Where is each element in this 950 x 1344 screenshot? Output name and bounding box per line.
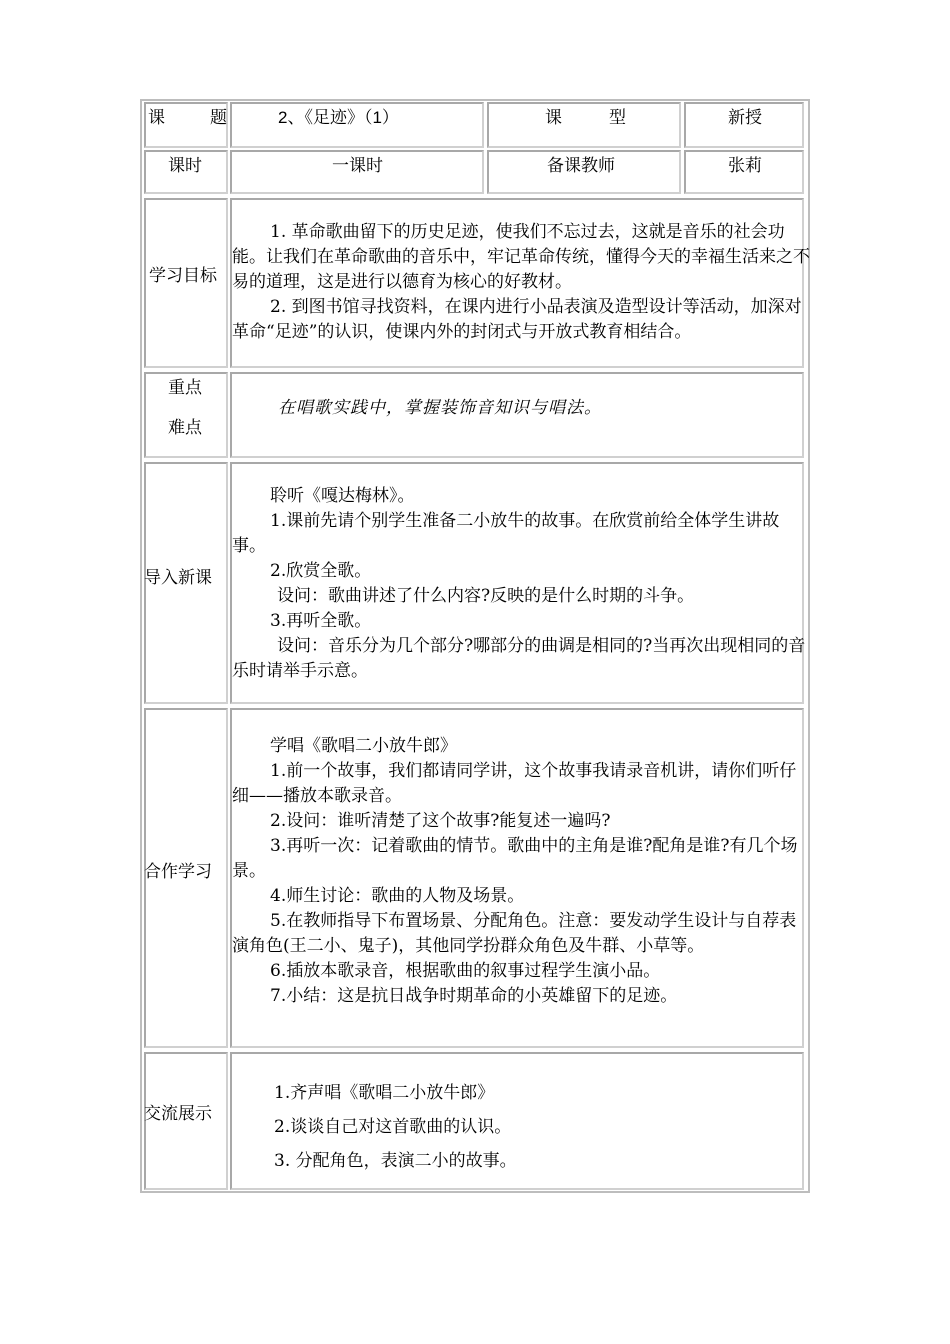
goals-label-cell bbox=[144, 198, 228, 368]
exchange-line: 2.谈谈自己对这首歌曲的认识。 bbox=[274, 1117, 512, 1137]
cooperate-content-cell bbox=[230, 708, 804, 1048]
keypoints-label-a: 重点 bbox=[168, 378, 202, 398]
cooperate-line: 6.插放本歌录音，根据歌曲的叙事过程学生演小品。 bbox=[270, 961, 661, 981]
intro-text bbox=[232, 484, 812, 684]
intro-line: 2.欣赏全歌。 bbox=[270, 561, 372, 581]
cooperate-line: 7.小结：这是抗日战争时期革命的小英雄留下的足迹。 bbox=[270, 986, 678, 1006]
cooperate-line: 4.师生讨论：歌曲的人物及场景。 bbox=[270, 886, 525, 906]
exchange-label: 交流展示 bbox=[144, 1104, 212, 1124]
cooperate-label-cell bbox=[144, 708, 228, 1048]
intro-line: 3.再听全歌。 bbox=[270, 611, 372, 631]
topic-label-b: 题 bbox=[210, 108, 227, 128]
period-value-cell bbox=[230, 150, 484, 194]
keypoints-label-cell bbox=[144, 372, 228, 458]
period-value: 一课时 bbox=[332, 156, 383, 176]
intro-line: 设问：歌曲讲述了什么内容?反映的是什么时期的斗争。 bbox=[277, 586, 695, 606]
cooperate-line: 2.设问：谁听清楚了这个故事?能复述一遍吗? bbox=[270, 811, 611, 831]
type-label-a: 课 bbox=[545, 108, 562, 128]
type-value: 新授 bbox=[728, 108, 762, 128]
exchange-label-cell bbox=[144, 1052, 228, 1190]
teacher-value-cell bbox=[684, 150, 804, 194]
topic-value-cell bbox=[230, 102, 484, 148]
goal-item: 1. 革命歌曲留下的历史足迹，使我们不忘过去，这就是音乐的社会功能。让我们在革命歌曲的音乐中，牢记革命传统，懂得今天的幸福生活来之不易的道理，这是进行以德育为核心的好教材。 bbox=[232, 222, 810, 292]
keypoints-text: 在唱歌实践中，掌握装饰音知识与唱法。 bbox=[278, 398, 602, 418]
intro-line: 设问：音乐分为几个部分?哪部分的曲调是相同的?当再次出现相同的音乐时请举手示意。 bbox=[232, 636, 806, 681]
cooperate-line: 1.前一个故事，我们都请同学讲，这个故事我请录音机讲，请你们听仔细——播放本歌录音。 bbox=[232, 761, 797, 806]
intro-label: 导入新课 bbox=[144, 568, 212, 588]
exchange-line: 1.齐声唱《歌唱二小放牛郎》 bbox=[274, 1083, 495, 1103]
cooperate-line: 学唱《歌唱二小放牛郎》 bbox=[270, 736, 457, 756]
intro-content-cell bbox=[230, 462, 804, 704]
period-label-cell bbox=[144, 150, 228, 194]
topic-label-cell bbox=[144, 102, 228, 148]
goals-content-cell bbox=[230, 198, 810, 368]
goal-item: 2. 到图书馆寻找资料，在课内进行小品表演及造型设计等活动，加深对革命“足迹”的认识，使课内外的封闭式与开放式教育相结合。 bbox=[232, 297, 802, 342]
cooperate-text bbox=[232, 734, 812, 1009]
exchange-line: 3. 分配角色，表演二小的故事。 bbox=[274, 1151, 517, 1171]
keypoints-content-cell bbox=[230, 372, 804, 458]
teacher-label: 备课教师 bbox=[547, 156, 615, 176]
exchange-content-cell bbox=[230, 1052, 804, 1190]
cooperate-line: 3.再听一次：记着歌曲的情节。歌曲中的主角是谁?配角是谁?有几个场景。 bbox=[232, 836, 798, 881]
teacher-label-cell bbox=[487, 150, 681, 194]
cooperate-label: 合作学习 bbox=[144, 862, 212, 882]
period-label: 课时 bbox=[168, 156, 202, 176]
cooperate-line: 5.在教师指导下布置场景、分配角色。注意：要发动学生设计与自荐表演角色(王二小、鬼子)，其他同学扮群众角色及牛群、小草等。 bbox=[232, 911, 797, 956]
topic-label-a: 课 bbox=[148, 108, 165, 128]
intro-line: 1.课前先请个别学生准备二小放牛的故事。在欣赏前给全体学生讲故事。 bbox=[232, 511, 780, 556]
exchange-text bbox=[274, 1076, 794, 1178]
teacher-value: 张莉 bbox=[728, 156, 762, 176]
goals-text bbox=[232, 220, 812, 345]
type-label-cell bbox=[487, 102, 681, 148]
type-label-b: 型 bbox=[609, 108, 626, 128]
keypoints-label-b: 难点 bbox=[168, 418, 202, 438]
type-value-cell bbox=[684, 102, 804, 148]
goals-label: 学习目标 bbox=[149, 266, 217, 286]
intro-label-cell bbox=[144, 462, 228, 704]
topic-value: 2、《足迹》（1） bbox=[278, 108, 399, 127]
intro-line: 聆听《嘎达梅林》。 bbox=[270, 486, 415, 506]
